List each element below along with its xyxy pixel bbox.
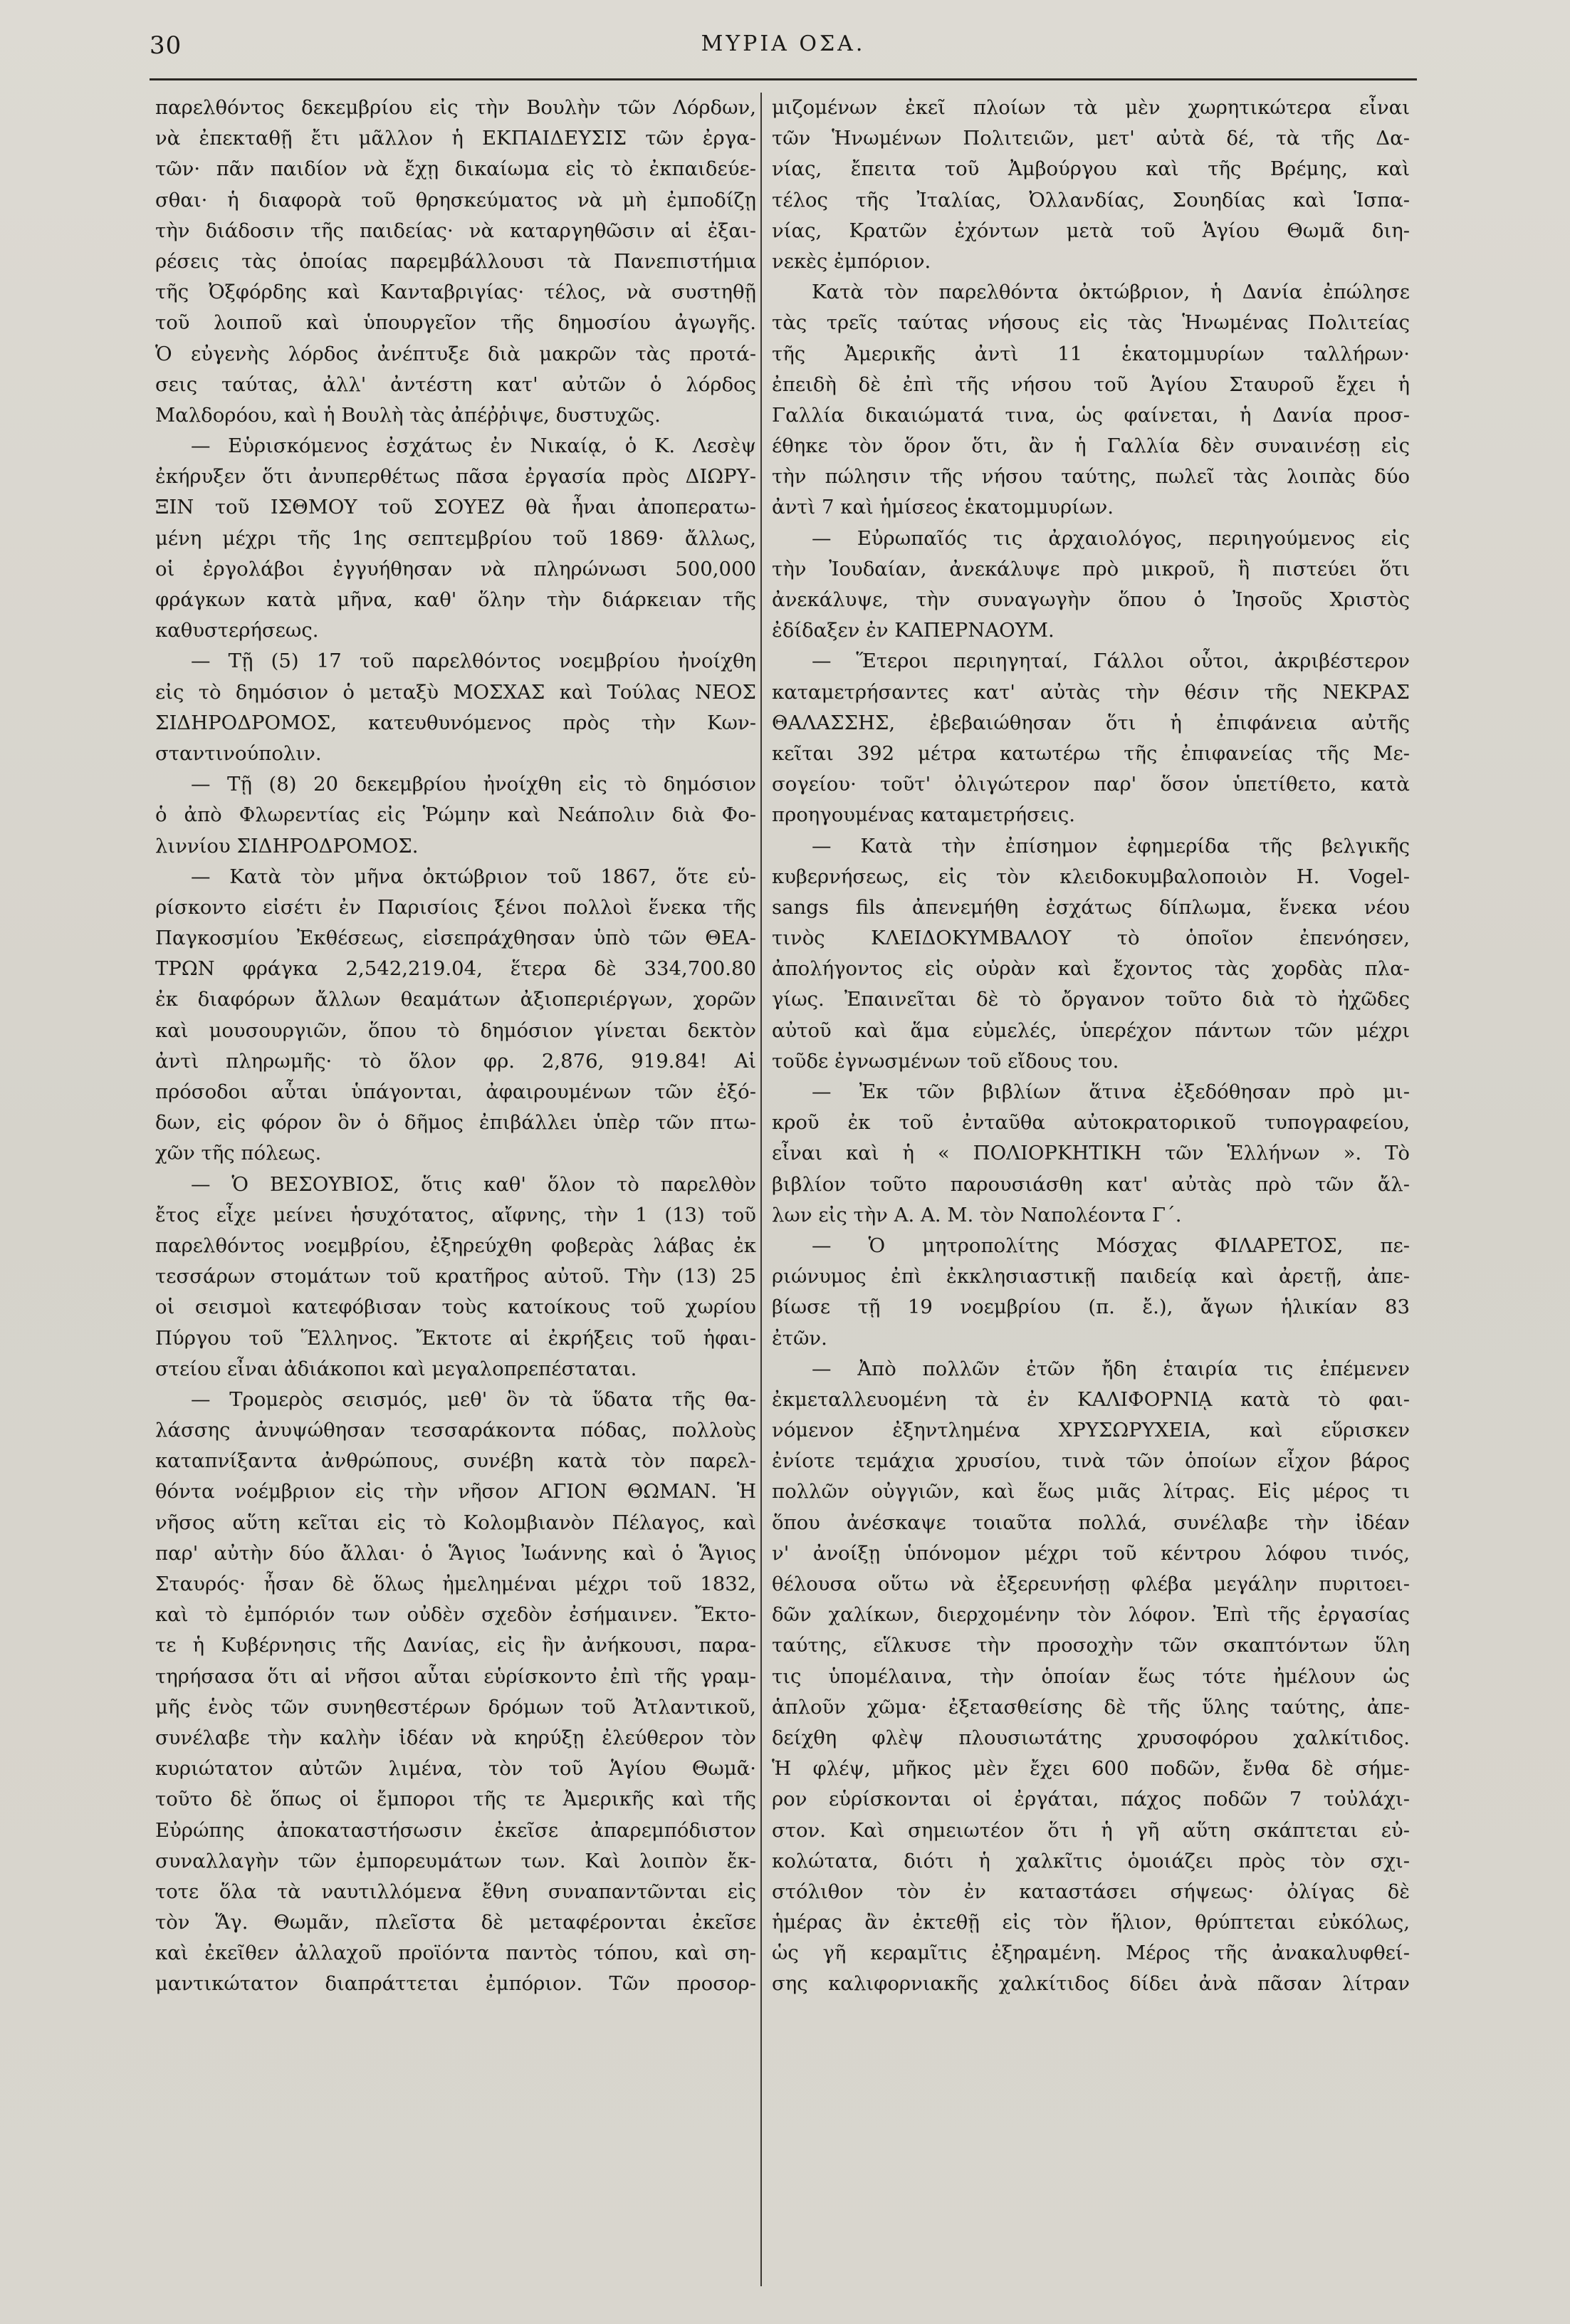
text-line: ὁ ἀπὸ Φλωρεντίας εἰς Ῥώμην καὶ Νεάπολιν διὰ Φο- <box>155 803 756 827</box>
text-line: κεῖται 392 μέτρα κατωτέρω τῆς ἐπιφανείας τῆς Με- <box>772 741 1410 765</box>
right-column <box>762 93 1417 2286</box>
text-line: κολώτατα, διότι ἡ χαλκῖτις ὁμοιάζει πρὸς τὸν σχι- <box>772 1849 1410 1872</box>
text-line: προηγουμένας καταμετρήσεις. <box>772 803 1075 827</box>
text-line: ἀντὶ πληρωμῆς· τὸ ὅλον φρ. 2,876, 919.84! Αἱ <box>155 1049 756 1073</box>
text-line: κυριώτατον αὐτῶν λιμένα, τὸν τοῦ Ἁγίου Θωμᾶ· <box>155 1757 756 1781</box>
text-line: παρ' αὐτὴν δύο ἄλλαι· ὁ Ἅγιος Ἰωάννης καὶ ὁ Ἅγιος <box>155 1541 756 1565</box>
header-rule <box>150 78 1417 80</box>
text-line: εἰς τὸ δημόσιον ὁ μεταξὺ ΜΟΣΧΑΣ καὶ Τούλας ΝΕΟΣ <box>155 680 756 704</box>
text-line: sangs fils ἀπενεμήθη ἐσχάτως δίπλωμα, ἕνεκα νέου <box>772 895 1410 919</box>
text-line: ν' ἀνοίξῃ ὑπόνομον μέχρι τοῦ κέντρου λόφου τινός, <box>772 1541 1410 1565</box>
text-line: Κατὰ τὸν παρελθόντα ὀκτώβριον, ἡ Δανία ἐπώλησε <box>812 281 1410 304</box>
text-line: νόμενον ἐξηντλημένα ΧΡΥΣΩΡΥΧΕΙΑ, καὶ εὕρισκεν <box>772 1419 1410 1442</box>
text-line: τὸν Ἅγ. Θωμᾶν, πλεῖστα δὲ μεταφέρονται ἐκεῖσε <box>155 1911 756 1934</box>
text-line: Ὁ εὐγενὴς λόρδος ἀνέπτυξε διὰ μακρῶν τὰς προτά- <box>155 342 756 365</box>
text-line: ἐδίδαξεν ἐν ΚΑΠΕΡΝΑΟΥΜ. <box>772 619 1054 642</box>
text-line: λιννίου ΣΙΔΗΡΟΔΡΟΜΟΣ. <box>155 834 419 858</box>
text-line: — Εὐρωπαῖός τις ἀρχαιολόγος, περιηγούμενος εἰς <box>812 526 1410 550</box>
text-line: τῶν· πᾶν παιδίον νὰ ἔχῃ δικαίωμα εἰς τὸ ἐκπαιδεύε- <box>155 157 756 181</box>
text-line: μῆς ἑνὸς τῶν συνηθεστέρων δρόμων τοῦ Ἀτλαντικοῦ, <box>155 1695 756 1719</box>
text-line: αὐτοῦ καὶ ἅμα εὐμελές, ὑπερέχον πάντων τῶν μέχρι <box>772 1018 1410 1042</box>
page-header <box>150 31 1417 74</box>
text-line: νίας, ἔπειτα τοῦ Ἀμβούργου καὶ τῆς Βρέμης, καὶ <box>772 157 1410 181</box>
text-line: πρόσοδοι αὗται ὑπάγονται, ἀφαιρουμένων τῶν ἐξό- <box>155 1080 756 1103</box>
text-line: τῆς Ἀμερικῆς ἀντὶ 11 ἑκατομμυρίων ταλλήρων· <box>772 342 1410 365</box>
text-line: Μαλδορόου, καὶ ἡ Βουλὴ τὰς ἀπέῤῥιψε, δυστυχῶς. <box>155 403 661 427</box>
text-line: — Εὑρισκόμενος ἐσχάτως ἐν Νικαίᾳ, ὁ Κ. Λεσὲψ <box>191 434 756 458</box>
text-line: Πύργου τοῦ Ἕλληνος. Ἔκτοτε αἱ ἐκρήξεις τοῦ ἡφαι- <box>155 1326 756 1350</box>
text-line: οἱ σεισμοὶ κατεφόβισαν τοὺς κατοίκους τοῦ χωρίου <box>155 1296 756 1319</box>
text-line: φράγκων κατὰ μῆνα, καθ' ὅλην τὴν διάρκειαν τῆς <box>155 588 756 611</box>
text-line: Ἡ φλέψ, μῆκος μὲν ἔχει 600 ποδῶν, ἔνθα δὲ σήμε- <box>772 1757 1410 1781</box>
text-line: χῶν τῆς πόλεως. <box>155 1142 322 1165</box>
text-line: νίας, Κρατῶν ἐχόντων μετὰ τοῦ Ἁγίου Θωμᾶ διη- <box>772 219 1410 242</box>
text-line: κροῦ ἐκ τοῦ ἐνταῦθα αὐτοκρατορικοῦ τυπογραφείου, <box>772 1111 1410 1135</box>
text-line: λων εἰς τὴν Α. Α. Μ. τὸν Ναπολέοντα Γ΄. <box>772 1203 1182 1226</box>
text-line: τοτε ὅλα τὰ ναυτιλλόμενα ἔθνη συναπαντῶνται εἰς <box>155 1880 756 1903</box>
text-line: τις ὑπομέλαινα, τὴν ὁποίαν ἕως τότε ἠμέλουν ὡς <box>772 1664 1410 1688</box>
text-line: έθηκε τὸν ὅρον ὅτι, ἂν ἡ Γαλλία δὲν συναινέσῃ εἰς <box>772 434 1410 458</box>
text-line: καταπνίξαντα ἀνθρώπους, συνέβη κατὰ τὸν παρελ- <box>155 1449 756 1473</box>
left-column <box>150 93 762 2286</box>
text-line: τῶν Ἡνωμένων Πολιτειῶν, μετ' αὐτὰ δέ, τὰ τῆς Δα- <box>772 127 1410 150</box>
text-line: βιβλίον τοῦτο παρουσιάσθη κατ' αὐτὰς πρὸ τῶν ἄλ- <box>772 1172 1410 1196</box>
text-line: ἁπλοῦν χῶμα· ἐξετασθείσης δὲ τῆς ὕλης ταύτης, ἀπε- <box>772 1695 1410 1719</box>
text-line: μαντικώτατον διαπράττεται ἐμπόριον. Τῶν προσορ- <box>155 1972 756 1996</box>
text-line: ρίσκοντο εἰσέτι ἐν Παρισίοις ξένοι πολλοὶ ἕνεκα τῆς <box>155 895 756 919</box>
text-line: μιζομένων ἐκεῖ πλοίων τὰ μὲν χωρητικώτερα εἶναι <box>772 96 1410 119</box>
text-line: ἀντὶ 7 καὶ ἡμίσεος ἑκατομμυρίων. <box>772 496 1114 519</box>
text-line: Γαλλία δικαιώματά τινα, ὡς φαίνεται, ἡ Δανία προσ- <box>772 403 1410 427</box>
text-line: ταύτης, εἵλκυσε τὴν προσοχὴν τῶν σκαπτόντων ὕλη <box>772 1634 1410 1657</box>
text-line: τε ἡ Κυβέρνησις τῆς Δανίας, εἰς ἣν ἀνήκουσι, παρα- <box>155 1634 756 1657</box>
text-line: βίωσε τῇ 19 νοεμβρίου (π. ἔ.), ἄγων ἡλικίαν 83 <box>772 1296 1410 1319</box>
text-line: ὅπου ἀνέσκαψε τοιαῦτα πολλά, συνέλαβε τὴν ἰδέαν <box>772 1511 1410 1534</box>
text-line: καθυστερήσεως. <box>155 619 319 642</box>
text-line: — Ἕτεροι περιηγηταί, Γάλλοι οὗτοι, ἀκριβέστερον <box>812 650 1410 673</box>
text-line: δων, εἰς φόρον ὃν ὁ δῆμος ἐπιβάλλει ὑπὲρ τῶν πτω- <box>155 1111 756 1135</box>
text-line: ΤΡΩΝ φράγκα 2,542,219.04, ἕτερα δὲ 334,700.80 <box>155 957 756 981</box>
text-line: καὶ μουσουργιῶν, ὅπου τὸ δημόσιον γίνεται δεκτὸν <box>155 1018 756 1042</box>
text-line: ἐκήρυξεν ὅτι ἀνυπερθέτως πᾶσα ἐργασία πρὸς ΔΙΩΡΥ- <box>155 465 756 489</box>
text-line: θόντα νοέμβριον εἰς τὴν νῆσον ΑΓΙΟΝ ΘΩΜΑΝ. Ἡ <box>155 1480 756 1504</box>
text-line: — Ἐκ τῶν βιβλίων ἅτινα ἐξεδόθησαν πρὸ μι- <box>812 1080 1410 1103</box>
text-line: ΘΑΛΑΣΣΗΣ, ἐβεβαιώθησαν ὅτι ἡ ἐπιφάνεια αὐτῆς <box>772 711 1410 734</box>
text-line: τεσσάρων στομάτων τοῦ κρατῆρος αὐτοῦ. Τὴν (13) 25 <box>155 1265 756 1288</box>
text-line: λάσσης ἀνυψώθησαν τεσσαράκοντα πόδας, πολλοὺς <box>155 1419 756 1442</box>
text-line: συνέλαβε τὴν καλὴν ἰδέαν νὰ κηρύξῃ ἐλεύθερον τὸν <box>155 1726 756 1749</box>
text-line: ἐκ διαφόρων ἄλλων θεαμάτων ἀξιοπεριέργων, χορῶν <box>155 988 756 1011</box>
text-line: — Κατὰ τὸν μῆνα ὀκτώβριον τοῦ 1867, ὅτε εὑ- <box>191 865 756 888</box>
text-line: εἶναι καὶ ἡ « ΠΟΛΙΟΡΚΗΤΙΚΗ τῶν Ἑλλήνων ». Τὸ <box>772 1142 1410 1165</box>
text-line: γίως. Ἐπαινεῖται δὲ τὸ ὄργανον τοῦτο διὰ τὸ ἠχῶδες <box>772 988 1410 1011</box>
text-line: κυβερνήσεως, εἰς τὸν κλειδοκυμβαλοποιὸν Η. Vogel- <box>772 865 1410 888</box>
text-line: Παγκοσμίου Ἐκθέσεως, εἰσεπράχθησαν ὑπὸ τῶν ΘΕΑ- <box>155 927 756 950</box>
text-line: ρέσεις τὰς ὁποίας παρεμβάλλουσι τὰ Πανεπιστήμια <box>155 249 756 273</box>
text-line: Σταυρός· ἦσαν δὲ ὅλως ἠμελημέναι μέχρι τοῦ 1832, <box>155 1573 756 1595</box>
text-line: — Τῇ (5) 17 τοῦ παρελθόντος νοεμβρίου ἠνοίχθη <box>191 650 756 673</box>
text-line: τέλος τῆς Ἰταλίας, Ὀλλανδίας, Σουηδίας καὶ Ἱσπα- <box>772 188 1410 212</box>
text-line: καὶ ἐκεῖθεν ἀλλαχοῦ προϊόντα παντὸς τόπου, καὶ ση- <box>155 1942 756 1965</box>
text-line: δείχθη φλὲψ πλουσιωτάτης χρυσοφόρου χαλκίτιδος. <box>772 1726 1410 1749</box>
running-title: ΜΥΡΙΑ ΟΣΑ. <box>701 31 866 56</box>
text-line: ρον εὑρίσκονται οἱ ἐργάται, πάχος ποδῶν 7 τοὐλάχι- <box>772 1788 1410 1811</box>
text-line: μένη μέχρι τῆς 1ης σεπτεμβρίου τοῦ 1869· ἄλλως, <box>155 526 756 550</box>
text-line: σεις ταύτας, ἀλλ' ἀντέστη κατ' αὐτῶν ὁ λόρδος <box>155 372 756 396</box>
text-line: — Ὁ μητροπολίτης Μόσχας ΦΙΛΑΡΕΤΟΣ, πε- <box>812 1234 1410 1257</box>
text-line: στόλιθον τὸν ἐν καταστάσει σήψεως· ὀλίγας δὲ <box>772 1880 1410 1903</box>
text-line: τῆς Ὀξφόρδης καὶ Κανταβριγίας· τέλος, νὰ συστηθῇ <box>155 281 756 304</box>
text-line: δῶν χαλίκων, διερχομένην τὸν λόφον. Ἐπὶ τῆς ἐργασίας <box>772 1603 1410 1627</box>
text-line: τὰς τρεῖς ταύτας νήσους εἰς τὰς Ἡνωμένας Πολιτείας <box>772 311 1410 335</box>
text-line: — Τρομερὸς σεισμός, μεθ' ὃν τὰ ὕδατα τῆς θα- <box>191 1387 756 1411</box>
text-line: παρελθόντος νοεμβρίου, ἐξηρεύχθη φοβερὰς λάβας ἐκ <box>155 1234 756 1257</box>
text-line: τὴν διάδοσιν τῆς παιδείας· νὰ καταργηθῶσιν αἱ ἐξαι- <box>155 219 756 242</box>
text-line: — Ὁ ΒΕΣΟΥΒΙΟΣ, ὅτις καθ' ὅλον τὸ παρελθὸν <box>191 1172 756 1196</box>
text-line: ἐνίοτε τεμάχια χρυσίου, τινὰ τῶν ὁποίων εἶχον βάρος <box>772 1449 1410 1473</box>
text-line: τηρήσασα ὅτι αἱ νῆσοι αὗται εὑρίσκοντο ἐπὶ τῆς γραμ- <box>155 1664 756 1688</box>
text-line: ἐτῶν. <box>772 1326 827 1350</box>
text-line: ἡμέρας ἂν ἐκτεθῇ εἰς τὸν ἥλιον, θρύπτεται εὐκόλως, <box>772 1911 1410 1934</box>
text-line: τοῦδε ἐγνωσμένων τοῦ εἴδους του. <box>772 1049 1119 1073</box>
text-line: ΞΙΝ τοῦ ΙΣΘΜΟΥ τοῦ ΣΟΥΕΖ θὰ ἦναι ἀποπερατω- <box>155 496 756 519</box>
text-line: ἀπολήγοντος εἰς οὐρὰν καὶ ἔχοντος τὰς χορδὰς πλα- <box>772 957 1410 981</box>
text-line: ἐκμεταλλευομένη τὰ ἐν ΚΑΛΙΦΟΡΝΙᾼ κατὰ τὸ φαι- <box>772 1387 1410 1411</box>
text-line: οἱ ἐργολάβοι ἐγγυήθησαν νὰ πληρώνωσι 500,000 <box>155 557 756 580</box>
text-line: τοῦ λοιποῦ καὶ ὑπουργεῖον τῆς δημοσίου ἀγωγῆς. <box>155 311 756 335</box>
page-number: 30 <box>150 31 182 60</box>
text-line: — Ἀπὸ πολλῶν ἐτῶν ἤδη ἑταιρία τις ἐπέμενεν <box>812 1357 1410 1380</box>
text-line: σθαι· ἡ διαφορὰ τοῦ θρησκεύματος νὰ μὴ ἐμποδίζῃ <box>155 188 756 212</box>
text-line: τὴν πώλησιν τῆς νήσου ταύτης, πωλεῖ τὰς λοιπὰς δύο <box>772 465 1410 489</box>
text-line: τὴν Ἰουδαίαν, ἀνεκάλυψε πρὸ μικροῦ, ἢ πιστεύει ὅτι <box>772 557 1410 580</box>
text-line: τινὸς ΚΛΕΙΔΟΚΥΜΒΑΛΟΥ τὸ ὁποῖον ἐπενόησεν, <box>772 927 1410 950</box>
text-line: νὰ ἐπεκταθῇ ἔτι μᾶλλον ἡ ΕΚΠΑΙΔΕΥΣΙΣ τῶν ἐργα- <box>155 127 756 150</box>
text-line: Εὐρώπης ἀποκαταστήσωσιν ἐκεῖσε ἀπαρεμπόδιστον <box>155 1818 756 1842</box>
text-line: καταμετρήσαντες κατ' αὐτὰς τὴν θέσιν τῆς ΝΕΚΡΑΣ <box>772 680 1410 704</box>
text-line: πολλῶν οὐγγιῶν, καὶ ἕως μιᾶς λίτρας. Εἰς μέρος τι <box>772 1480 1410 1504</box>
text-line: σταντινούπολιν. <box>155 741 322 765</box>
text-line: ΣΙΔΗΡΟΔΡΟΜΟΣ, κατευθυνόμενος πρὸς τὴν Κων- <box>155 711 756 734</box>
text-line: ἐπειδὴ δὲ ἐπὶ τῆς νήσου τοῦ Ἁγίου Σταυροῦ ἔχει ἡ <box>772 372 1410 396</box>
text-line: ὡς γῆ κεραμῖτις ἐξηραμένη. Μέρος τῆς ἀνακαλυφθεί- <box>772 1942 1410 1965</box>
text-line: ριώνυμος ἐπὶ ἐκκλησιαστικῇ παιδείᾳ καὶ ἀρετῇ, ἀπε- <box>772 1265 1410 1288</box>
text-line: σογείου· τοῦτ' ὀλιγώτερον παρ' ὅσον ὑπετίθετο, κατὰ <box>772 773 1410 796</box>
text-line: — Τῇ (8) 20 δεκεμβρίου ἠνοίχθη εἰς τὸ δημόσιον <box>191 773 756 796</box>
text-line: συναλλαγὴν τῶν ἐμπορευμάτων των. Καὶ λοιπὸν ἔκ- <box>155 1849 756 1872</box>
text-line: ἔτος εἶχε μείνει ἡσυχότατος, αἴφνης, τὴν 1 (13) τοῦ <box>155 1203 756 1226</box>
text-line: ἀνεκάλυψε, τὴν συναγωγὴν ὅπου ὁ Ἰησοῦς Χριστὸς <box>772 588 1410 611</box>
text-line: τοῦτο δὲ ὅπως οἱ ἔμποροι τῆς τε Ἀμερικῆς καὶ τῆς <box>155 1788 756 1811</box>
text-line: στείου εἶναι ἀδιάκοποι καὶ μεγαλοπρεπέσταται. <box>155 1357 637 1380</box>
text-line: σης καλιφορνιακῆς χαλκίτιδος δίδει ἀνὰ πᾶσαν λίτραν <box>772 1972 1410 1996</box>
text-line: — Κατὰ τὴν ἐπίσημον ἐφημερίδα τῆς βελγικῆς <box>812 834 1410 858</box>
text-line: παρελθόντος δεκεμβρίου εἰς τὴν Βουλὴν τῶν Λόρδων, <box>155 96 756 119</box>
text-line: θέλουσα οὕτω νὰ ἐξερευνήσῃ φλέβα μεγάλην πυριτοει- <box>772 1573 1410 1595</box>
text-line: νεκὲς ἐμπόριον. <box>772 249 931 273</box>
text-line: στον. Καὶ σημειωτέον ὅτι ἡ γῆ αὕτη σκάπτεται εὐ- <box>772 1818 1410 1842</box>
text-line: νῆσος αὕτη κεῖται εἰς τὸ Κολομβιανὸν Πέλαγος, καὶ <box>155 1511 756 1534</box>
text-line: καὶ τὸ ἐμπόριόν των οὐδὲν σχεδὸν ἐσήμαινεν. Ἔκτο- <box>155 1603 756 1627</box>
